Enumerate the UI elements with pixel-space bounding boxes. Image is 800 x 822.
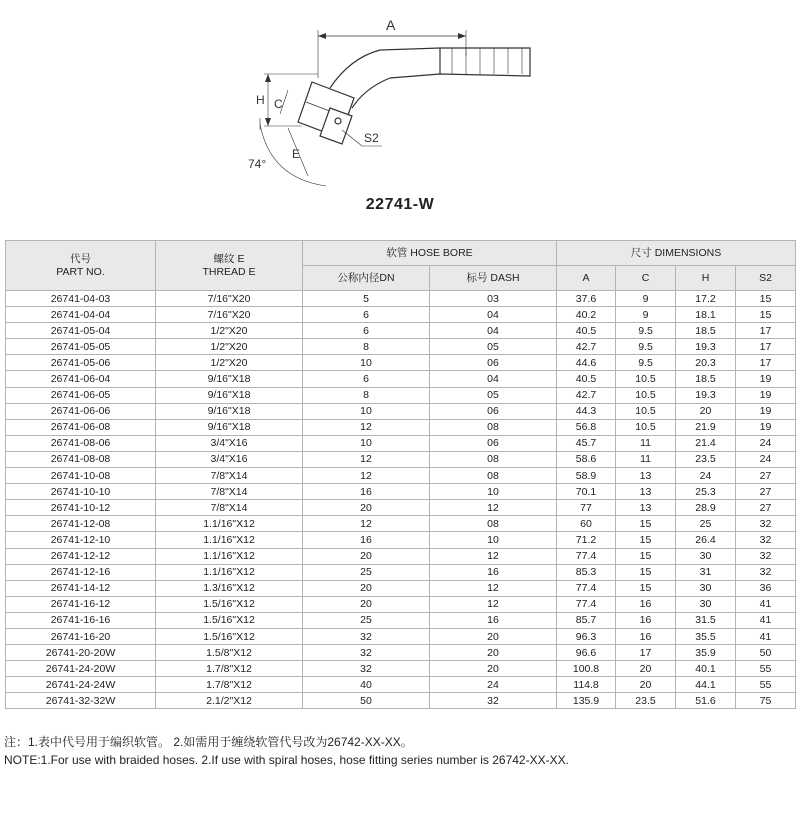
- cell-s2: 27: [736, 468, 796, 484]
- cell-part-no: 26741-12-10: [6, 532, 156, 548]
- cell-dash: 16: [430, 564, 557, 580]
- cell-thread: 2.1/2"X12: [156, 693, 303, 709]
- cell-part-no: 26741-12-08: [6, 516, 156, 532]
- cell-thread: 1.7/8"X12: [156, 661, 303, 677]
- cell-c: 9: [616, 307, 676, 323]
- cell-thread: 9/16"X18: [156, 419, 303, 435]
- cell-a: 44.6: [557, 355, 616, 371]
- cell-part-no: 26741-08-08: [6, 451, 156, 467]
- cell-dash: 06: [430, 355, 557, 371]
- cell-dn: 10: [303, 355, 430, 371]
- cell-a: 58.6: [557, 451, 616, 467]
- spec-table: [5, 240, 796, 709]
- table-row: [6, 403, 796, 419]
- header-c: C: [616, 266, 676, 291]
- cell-s2: 41: [736, 596, 796, 612]
- cell-part-no: 26741-06-08: [6, 419, 156, 435]
- cell-thread: 1/2"X20: [156, 323, 303, 339]
- cell-c: 23.5: [616, 693, 676, 709]
- cell-s2: 32: [736, 564, 796, 580]
- header-thread-en: THREAD E: [202, 265, 256, 278]
- cell-dn: 10: [303, 403, 430, 419]
- cell-dash: 16: [430, 612, 557, 628]
- cell-a: 96.6: [557, 645, 616, 661]
- cell-part-no: 26741-14-12: [6, 580, 156, 596]
- header-part-en: PART NO.: [56, 265, 105, 278]
- cell-h: 18.5: [676, 323, 736, 339]
- cell-dn: 20: [303, 580, 430, 596]
- cell-h: 25: [676, 516, 736, 532]
- cell-dn: 20: [303, 596, 430, 612]
- dim-a-label: A: [386, 17, 396, 33]
- cell-thread: 7/8"X14: [156, 484, 303, 500]
- cell-a: 40.5: [557, 323, 616, 339]
- cell-s2: 27: [736, 484, 796, 500]
- cell-h: 26.4: [676, 532, 736, 548]
- cell-a: 85.7: [557, 612, 616, 628]
- cell-h: 24: [676, 468, 736, 484]
- table-row: [6, 677, 796, 693]
- cell-thread: 3/4"X16: [156, 435, 303, 451]
- cell-a: 77.4: [557, 596, 616, 612]
- table-row: [6, 645, 796, 661]
- table-row: [6, 371, 796, 387]
- cell-dn: 32: [303, 661, 430, 677]
- cell-s2: 32: [736, 516, 796, 532]
- cell-part-no: 26741-12-12: [6, 548, 156, 564]
- header-hose-bore: 软管 HOSE BORE: [303, 241, 557, 266]
- table-row: [6, 419, 796, 435]
- cell-h: 28.9: [676, 500, 736, 516]
- cell-c: 10.5: [616, 419, 676, 435]
- cell-dash: 08: [430, 516, 557, 532]
- cell-dn: 10: [303, 435, 430, 451]
- cell-c: 15: [616, 548, 676, 564]
- table-row: [6, 339, 796, 355]
- cell-c: 11: [616, 435, 676, 451]
- cell-part-no: 26741-10-08: [6, 468, 156, 484]
- cell-s2: 24: [736, 435, 796, 451]
- cell-part-no: 26741-04-04: [6, 307, 156, 323]
- table-row: [6, 564, 796, 580]
- header-dash: 标号 DASH: [430, 266, 557, 291]
- cell-part-no: 26741-05-06: [6, 355, 156, 371]
- cell-c: 15: [616, 532, 676, 548]
- cell-a: 135.9: [557, 693, 616, 709]
- model-title: 22741-W: [365, 196, 435, 213]
- cell-a: 56.8: [557, 419, 616, 435]
- cell-h: 44.1: [676, 677, 736, 693]
- table-row: [6, 468, 796, 484]
- cell-c: 11: [616, 451, 676, 467]
- cell-c: 16: [616, 628, 676, 644]
- cell-s2: 32: [736, 532, 796, 548]
- note-cn: 注：1.表中代号用于编织软管。 2.如需用于缠绕软管代号改为26742-XX-XX。: [4, 735, 413, 749]
- cell-a: 77.4: [557, 548, 616, 564]
- cell-h: 18.5: [676, 371, 736, 387]
- table-row: [6, 307, 796, 323]
- dim-e-label: E: [292, 147, 301, 161]
- cell-dash: 12: [430, 580, 557, 596]
- cell-thread: 3/4"X16: [156, 451, 303, 467]
- cell-a: 85.3: [557, 564, 616, 580]
- dim-s2-label: S2: [364, 131, 379, 145]
- cell-a: 70.1: [557, 484, 616, 500]
- cell-dn: 8: [303, 387, 430, 403]
- cell-dash: 05: [430, 387, 557, 403]
- cell-a: 40.5: [557, 371, 616, 387]
- cell-h: 21.4: [676, 435, 736, 451]
- cell-s2: 19: [736, 419, 796, 435]
- cell-dash: 06: [430, 403, 557, 419]
- cell-h: 31: [676, 564, 736, 580]
- cell-c: 10.5: [616, 387, 676, 403]
- cell-s2: 36: [736, 580, 796, 596]
- cell-part-no: 26741-05-05: [6, 339, 156, 355]
- cell-dash: 32: [430, 693, 557, 709]
- cell-thread: 1.1/16"X12: [156, 516, 303, 532]
- cell-dn: 32: [303, 628, 430, 644]
- cell-thread: 1.1/16"X12: [156, 564, 303, 580]
- cell-thread: 9/16"X18: [156, 403, 303, 419]
- cell-s2: 55: [736, 677, 796, 693]
- cell-thread: 9/16"X18: [156, 371, 303, 387]
- cell-a: 71.2: [557, 532, 616, 548]
- cell-s2: 75: [736, 693, 796, 709]
- cell-part-no: 26741-06-04: [6, 371, 156, 387]
- cell-c: 15: [616, 564, 676, 580]
- cell-c: 13: [616, 484, 676, 500]
- cell-part-no: 26741-12-16: [6, 564, 156, 580]
- cell-h: 20: [676, 403, 736, 419]
- cell-part-no: 26741-24-24W: [6, 677, 156, 693]
- cell-a: 45.7: [557, 435, 616, 451]
- cell-c: 10.5: [616, 371, 676, 387]
- table-row: [6, 693, 796, 709]
- header-dimensions: 尺寸 DIMENSIONS: [557, 241, 796, 266]
- cell-part-no: 26741-16-16: [6, 612, 156, 628]
- cell-dn: 6: [303, 371, 430, 387]
- cell-s2: 17: [736, 355, 796, 371]
- table-row: [6, 355, 796, 371]
- cell-dash: 20: [430, 645, 557, 661]
- cell-s2: 55: [736, 661, 796, 677]
- cell-s2: 17: [736, 339, 796, 355]
- cell-h: 40.1: [676, 661, 736, 677]
- cell-a: 96.3: [557, 628, 616, 644]
- cell-part-no: 26741-04-03: [6, 291, 156, 307]
- cell-thread: 7/8"X14: [156, 500, 303, 516]
- fitting-drawing: [230, 8, 550, 198]
- cell-s2: 27: [736, 500, 796, 516]
- table-row: [6, 612, 796, 628]
- cell-dash: 08: [430, 419, 557, 435]
- cell-dash: 10: [430, 532, 557, 548]
- cell-dn: 50: [303, 693, 430, 709]
- cell-part-no: 26741-20-20W: [6, 645, 156, 661]
- cell-dash: 20: [430, 628, 557, 644]
- cell-dn: 5: [303, 291, 430, 307]
- cell-c: 16: [616, 596, 676, 612]
- cell-a: 42.7: [557, 339, 616, 355]
- cell-h: 35.5: [676, 628, 736, 644]
- cell-thread: 9/16"X18: [156, 387, 303, 403]
- cell-dash: 12: [430, 596, 557, 612]
- cell-dn: 32: [303, 645, 430, 661]
- cell-part-no: 26741-06-05: [6, 387, 156, 403]
- table-row: [6, 323, 796, 339]
- cell-dn: 40: [303, 677, 430, 693]
- cell-c: 9.5: [616, 323, 676, 339]
- cell-thread: 1.1/16"X12: [156, 548, 303, 564]
- note-en: NOTE:1.For use with braided hoses. 2.If use with spiral hoses, hose fitting series number is 26742-XX-XX.: [4, 753, 569, 767]
- cell-part-no: 26741-24-20W: [6, 661, 156, 677]
- cell-c: 20: [616, 661, 676, 677]
- cell-part-no: 26741-06-06: [6, 403, 156, 419]
- cell-a: 77.4: [557, 580, 616, 596]
- dim-h-label: H: [256, 93, 265, 107]
- cell-s2: 32: [736, 548, 796, 564]
- table-row: [6, 628, 796, 644]
- table-row: [6, 516, 796, 532]
- cell-dn: 12: [303, 516, 430, 532]
- table-row: [6, 532, 796, 548]
- cell-h: 23.5: [676, 451, 736, 467]
- cell-c: 20: [616, 677, 676, 693]
- header-h: H: [676, 266, 736, 291]
- cell-dash: 06: [430, 435, 557, 451]
- cell-part-no: 26741-16-20: [6, 628, 156, 644]
- cell-h: 20.3: [676, 355, 736, 371]
- header-s2: S2: [736, 266, 796, 291]
- cell-h: 51.6: [676, 693, 736, 709]
- cell-c: 15: [616, 516, 676, 532]
- cell-c: 13: [616, 468, 676, 484]
- cell-s2: 19: [736, 371, 796, 387]
- cell-dn: 12: [303, 419, 430, 435]
- cell-thread: 1.5/16"X12: [156, 628, 303, 644]
- cell-a: 40.2: [557, 307, 616, 323]
- cell-h: 19.3: [676, 339, 736, 355]
- cell-s2: 15: [736, 291, 796, 307]
- cell-a: 100.8: [557, 661, 616, 677]
- cell-part-no: 26741-32-32W: [6, 693, 156, 709]
- header-thread-cn: 螺纹 E: [213, 252, 245, 265]
- cell-dn: 8: [303, 339, 430, 355]
- header-thread: [156, 241, 303, 291]
- cell-dn: 12: [303, 468, 430, 484]
- cell-dash: 12: [430, 548, 557, 564]
- notes: [4, 733, 569, 769]
- cell-a: 77: [557, 500, 616, 516]
- cell-dash: 08: [430, 468, 557, 484]
- dim-c-label: C: [274, 97, 283, 111]
- cell-a: 114.8: [557, 677, 616, 693]
- cell-thread: 7/16"X20: [156, 291, 303, 307]
- cell-thread: 1.3/16"X12: [156, 580, 303, 596]
- cell-dash: 05: [430, 339, 557, 355]
- cell-h: 30: [676, 580, 736, 596]
- cell-h: 19.3: [676, 387, 736, 403]
- cell-dn: 6: [303, 323, 430, 339]
- cell-s2: 24: [736, 451, 796, 467]
- cell-dn: 25: [303, 564, 430, 580]
- cell-s2: 19: [736, 387, 796, 403]
- cell-h: 31.5: [676, 612, 736, 628]
- cell-h: 18.1: [676, 307, 736, 323]
- cell-dash: 12: [430, 500, 557, 516]
- cell-c: 9.5: [616, 339, 676, 355]
- cell-thread: 7/16"X20: [156, 307, 303, 323]
- table-row: [6, 596, 796, 612]
- cell-thread: 7/8"X14: [156, 468, 303, 484]
- angle-label: 74°: [248, 157, 267, 171]
- cell-dash: 04: [430, 307, 557, 323]
- cell-c: 9: [616, 291, 676, 307]
- cell-thread: 1.7/8"X12: [156, 677, 303, 693]
- cell-thread: 1.5/8"X12: [156, 645, 303, 661]
- table-row: [6, 291, 796, 307]
- cell-dn: 20: [303, 500, 430, 516]
- cell-part-no: 26741-08-06: [6, 435, 156, 451]
- table-row: [6, 484, 796, 500]
- cell-part-no: 26741-10-12: [6, 500, 156, 516]
- cell-thread: 1.5/16"X12: [156, 612, 303, 628]
- cell-h: 25.3: [676, 484, 736, 500]
- cell-h: 17.2: [676, 291, 736, 307]
- cell-s2: 50: [736, 645, 796, 661]
- header-a: A: [557, 266, 616, 291]
- cell-thread: 1.1/16"X12: [156, 532, 303, 548]
- cell-a: 60: [557, 516, 616, 532]
- cell-part-no: 26741-10-10: [6, 484, 156, 500]
- table-row: [6, 580, 796, 596]
- cell-part-no: 26741-16-12: [6, 596, 156, 612]
- header-part-no: [6, 241, 156, 291]
- cell-h: 21.9: [676, 419, 736, 435]
- cell-c: 13: [616, 500, 676, 516]
- cell-s2: 17: [736, 323, 796, 339]
- cell-h: 35.9: [676, 645, 736, 661]
- cell-dn: 20: [303, 548, 430, 564]
- cell-dn: 16: [303, 532, 430, 548]
- table-row: [6, 387, 796, 403]
- cell-thread: 1/2"X20: [156, 339, 303, 355]
- cell-a: 42.7: [557, 387, 616, 403]
- cell-c: 10.5: [616, 403, 676, 419]
- cell-c: 9.5: [616, 355, 676, 371]
- table-row: [6, 500, 796, 516]
- cell-dash: 04: [430, 371, 557, 387]
- cell-s2: 41: [736, 628, 796, 644]
- header-part-cn: 代号: [70, 252, 91, 265]
- cell-thread: 1/2"X20: [156, 355, 303, 371]
- cell-s2: 15: [736, 307, 796, 323]
- cell-h: 30: [676, 596, 736, 612]
- cell-thread: 1.5/16"X12: [156, 596, 303, 612]
- cell-a: 37.6: [557, 291, 616, 307]
- table-row: [6, 451, 796, 467]
- cell-dash: 10: [430, 484, 557, 500]
- header-dn: 公称内径DN: [303, 266, 430, 291]
- cell-dn: 6: [303, 307, 430, 323]
- cell-dash: 20: [430, 661, 557, 677]
- table-row: [6, 548, 796, 564]
- cell-c: 15: [616, 580, 676, 596]
- cell-s2: 41: [736, 612, 796, 628]
- cell-c: 17: [616, 645, 676, 661]
- table-row: [6, 435, 796, 451]
- cell-s2: 19: [736, 403, 796, 419]
- cell-c: 16: [616, 612, 676, 628]
- cell-dn: 16: [303, 484, 430, 500]
- cell-dash: 04: [430, 323, 557, 339]
- cell-dash: 03: [430, 291, 557, 307]
- cell-a: 58.9: [557, 468, 616, 484]
- cell-h: 30: [676, 548, 736, 564]
- cell-part-no: 26741-05-04: [6, 323, 156, 339]
- table-row: [6, 661, 796, 677]
- cell-a: 44.3: [557, 403, 616, 419]
- cell-dash: 24: [430, 677, 557, 693]
- cell-dash: 08: [430, 451, 557, 467]
- cell-dn: 12: [303, 451, 430, 467]
- cell-dn: 25: [303, 612, 430, 628]
